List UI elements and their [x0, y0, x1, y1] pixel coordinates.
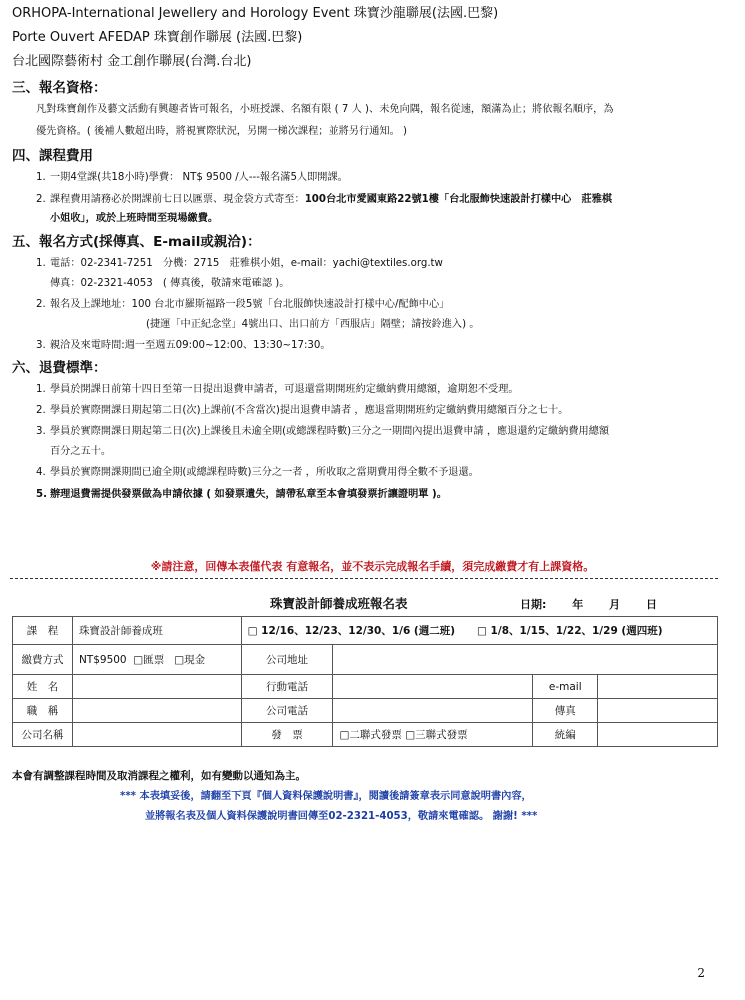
- refund-item-1-text: 學員於開課日前第十四日至第一日提出退費申請者，可退還當期開班約定繳納費用總額，逾期恕不受理。: [50, 384, 519, 395]
- event-line-3: 台北國際藝術村 金工創作聯展(台灣.台北): [12, 54, 252, 69]
- form-date: [520, 596, 679, 612]
- form-row-fee: [13, 645, 718, 675]
- company-phone-field[interactable]: [333, 699, 533, 723]
- section-heading-registration: 五、報名方式(採傳真、E-mail或親洽)：: [12, 234, 261, 250]
- pay-option-draft-label: 匯票: [143, 654, 165, 666]
- course-label: 課 程: [13, 617, 73, 645]
- form-row-name: [13, 675, 718, 699]
- session-2-option[interactable]: □ 1/8、1/15、1/22、1/29 (週四班): [476, 625, 663, 637]
- pay-option-cash-label: 現金: [184, 654, 206, 666]
- course-sessions: [241, 617, 717, 645]
- item-number: 2.: [36, 299, 46, 310]
- registration-fax: 傳真：02-2321-4053 ( 傳真後，敬請來電確認 )。: [50, 278, 290, 289]
- registration-address: 報名及上課地址：100 台北市羅斯福路一段5號「台北服飾快速設計打樣中心/配飾中心」: [50, 299, 450, 310]
- registration-notice: ※請注意，回傳本表僅代表 有意報名，並不表示完成報名手續，須完成繳費才有上課資格。: [150, 560, 595, 573]
- fee-label: 繳費方式: [13, 645, 73, 675]
- pay-option-cash[interactable]: □現金: [174, 654, 206, 666]
- session-1-option[interactable]: □ 12/16、12/23、12/30、1/6 (週二班): [247, 625, 456, 637]
- tax-id-field[interactable]: [598, 723, 718, 747]
- item-number: 2.: [36, 194, 46, 205]
- registration-item-3: [36, 339, 331, 352]
- refund-item-3-text: 學員於實際開課日期起第二日(次)上課後且未逾全期(或總課程時數)三分之一期間內提出退費申請 ，應退還約定繳納費用總額: [50, 426, 610, 437]
- fee-options: [72, 645, 241, 675]
- item-number: 5.: [36, 489, 47, 500]
- fax-field[interactable]: [598, 699, 718, 723]
- registration-item-2: [36, 298, 449, 311]
- course-value: 珠寶設計師養成班: [72, 617, 241, 645]
- item-number: 1.: [36, 172, 46, 183]
- refund-item-1: [36, 383, 519, 396]
- company-address-field[interactable]: [333, 645, 718, 675]
- instruction-line-1: *** 本表填妥後，請翻至下頁『個人資料保護說明書』，閱讀後請簽章表示同意說明書內容，: [120, 791, 532, 802]
- item-number: 3.: [36, 426, 46, 437]
- form-row-company: [13, 723, 718, 747]
- registration-form-table: [12, 616, 718, 747]
- registration-directions: (捷運「中正紀念堂」4號出口、出口前方「西服店」隔壁；請按鈴進入) 。: [146, 319, 480, 330]
- registration-item-1: [36, 257, 443, 270]
- job-title-field[interactable]: [72, 699, 241, 723]
- eligibility-line-2: 優先資格。( 後補人數超出時，將視實際狀況，另開一梯次課程；並將另行通知。 ): [36, 126, 407, 137]
- invoice-option-duplicate-label: 二聯式發票: [349, 729, 402, 741]
- pay-option-draft[interactable]: □匯票: [133, 654, 165, 666]
- page-number: 2: [697, 966, 705, 980]
- fees-item-1-text: 一期4堂課(共18小時)學費： NT$ 9500 /人---報名滿5人即開課。: [50, 172, 348, 183]
- session-1-label: 12/16、12/23、12/30、1/6 (週二班): [261, 625, 456, 637]
- company-address-label: 公司地址: [241, 645, 333, 675]
- eligibility-line-1: 凡對珠寶創作及藝文活動有興趣者皆可報名，小班授課、名額有限 ( 7 人 )、未免向隅，報名從速，額滿為止；將依報名順序，為: [36, 104, 614, 115]
- refund-item-5-text: 辦理退費需提供發票做為申請依據 ( 如發票遺失，請帶私章至本會填發票折讓證明單 )。: [50, 489, 447, 500]
- section-heading-fees: 四、課程費用: [12, 148, 93, 164]
- item-number: 4.: [36, 467, 46, 478]
- fax-label: 傳真: [533, 699, 598, 723]
- date-month: 月: [609, 598, 621, 611]
- cut-line-divider: [10, 578, 718, 579]
- email-field[interactable]: [598, 675, 718, 699]
- fees-item-2-text: 課程費用請務必於開課前七日以匯票、現金袋方式寄至：: [50, 194, 305, 205]
- event-line-2: Porte Ouvert AFEDAP 珠寶創作聯展 (法國.巴黎): [12, 30, 303, 45]
- fees-item-2: [36, 193, 612, 206]
- fees-item-2-address: 100台北市愛國東路22號1樓「台北服飾快速設計打樣中心 莊雅棋: [304, 194, 613, 205]
- registration-phone-email: 電話：02-2341-7251 分機：2715 莊雅棋小姐，e-mail：yachi@textiles.org.tw: [50, 258, 443, 269]
- refund-item-4: [36, 466, 479, 479]
- invoice-option-triplicate[interactable]: □三聯式發票: [405, 729, 468, 741]
- date-year: 年: [572, 598, 584, 611]
- invoice-options: [333, 723, 533, 747]
- refund-item-5: [36, 488, 447, 501]
- refund-item-2-text: 學員於實際開課日期起第二日(次)上課前(不含當次)提出退費申請者 ，應退當期開班約定繳納費用總額百分之七十。: [50, 405, 569, 416]
- form-row-title: [13, 699, 718, 723]
- email-label: e-mail: [533, 675, 598, 699]
- tax-id-label: 統編: [533, 723, 598, 747]
- fee-amount: NT$9500: [78, 654, 127, 666]
- instruction-line-2: 並將報名表及個人資料保護說明書回傳至02-2321-4053，敬請來電確認。 謝謝! ***: [145, 811, 538, 822]
- refund-item-3-line-2: 百分之五十。: [50, 446, 112, 457]
- form-row-course: [13, 617, 718, 645]
- mobile-field[interactable]: [333, 675, 533, 699]
- date-label: 日期:: [520, 598, 547, 611]
- item-number: 1.: [36, 384, 46, 395]
- item-number: 1.: [36, 258, 46, 269]
- session-2-label: 1/8、1/15、1/22、1/29 (週四班): [490, 625, 663, 637]
- section-heading-refund: 六、退費標準：: [12, 360, 107, 376]
- section-heading-eligibility: 三、報名資格：: [12, 80, 107, 96]
- company-phone-label: 公司電話: [241, 699, 333, 723]
- fees-item-1: [36, 171, 348, 184]
- job-title-label: 職 稱: [13, 699, 73, 723]
- mobile-label: 行動電話: [241, 675, 333, 699]
- event-line-1: ORHOPA-International Jewellery and Horology Event 珠寶沙龍聯展(法國.巴黎): [12, 6, 499, 21]
- name-label: 姓 名: [13, 675, 73, 699]
- refund-item-4-text: 學員於實際開課期間已逾全期(或總課程時數)三分之一者 ，所收取之當期費用得全數不予退還。: [50, 467, 479, 478]
- invoice-option-triplicate-label: 三聯式發票: [415, 729, 468, 741]
- fees-item-2-line-2: 小姐收」，或於上班時間至現場繳費。: [50, 213, 219, 224]
- company-name-field[interactable]: [72, 723, 241, 747]
- registration-hours: 親洽及來電時間:週一至週五09:00~12:00、13:30~17:30。: [50, 340, 331, 351]
- invoice-option-duplicate[interactable]: □二聯式發票: [339, 729, 402, 741]
- refund-item-2: [36, 404, 568, 417]
- form-title: 珠寶設計師養成班報名表: [270, 596, 408, 611]
- item-number: 3.: [36, 340, 46, 351]
- invoice-label: 發 票: [241, 723, 333, 747]
- schedule-change-note: 本會有調整課程時間及取消課程之權利，如有變動以通知為主。: [12, 770, 306, 782]
- refund-item-3: [36, 425, 609, 438]
- item-number: 2.: [36, 405, 46, 416]
- company-name-label: 公司名稱: [13, 723, 73, 747]
- date-day: 日: [645, 598, 657, 611]
- name-field[interactable]: [72, 675, 241, 699]
